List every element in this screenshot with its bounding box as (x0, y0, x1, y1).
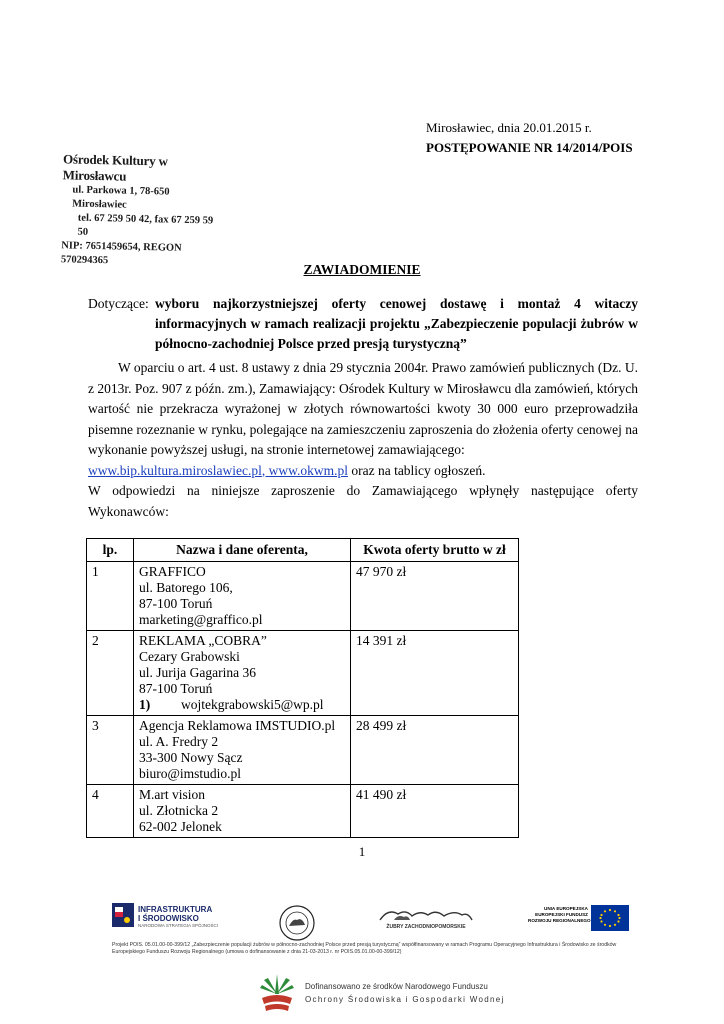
row-lp: 4 (87, 785, 134, 838)
row-offeror (134, 785, 351, 838)
offeror-line: Agencja Reklamowa IMSTUDIO.pl (139, 718, 336, 733)
infrastruktura-title: INFRASTRUKTURA I ŚRODOWISKO (138, 905, 213, 923)
row-offeror (134, 631, 351, 716)
link-separator: , (261, 462, 269, 478)
infrastruktura-subtitle: NARODOWA STRATEGIA SPÓJNOŚCI (138, 923, 219, 928)
row-offeror (134, 716, 351, 785)
eu-flag-icon (591, 905, 629, 931)
paragraph-2: W odpowiedzi na niniejsze zaproszenie do Zamawiającego wpłynęły następujące oferty Wykonawców: (88, 483, 638, 519)
row-lp: 3 (87, 716, 134, 785)
offeror-line: 33-300 Nowy Sącz (139, 750, 243, 765)
offeror-line: 87-100 Toruń (139, 681, 213, 696)
table-row (87, 631, 519, 716)
offeror-line: ul. Batorego 106, (139, 580, 233, 595)
document-header (426, 118, 633, 158)
table-header-row (87, 539, 519, 562)
stamp-line-address: ul. Parkowa 1, 78-650 Mirosławiec (72, 184, 170, 211)
offeror-line: 87-100 Toruń (139, 596, 213, 611)
header-lp: lp. (87, 539, 134, 562)
row-lp: 1 (87, 562, 134, 631)
offeror-line: ul. A. Fredry 2 (139, 734, 219, 749)
nf-line-2: Ochrony Środowiska i Gospodarki Wodnej (305, 995, 505, 1004)
row-amount: 28 499 zł (351, 716, 519, 785)
offeror-line: 62-002 Jelonek (139, 819, 222, 834)
zubry-text: ŻUBRY ZACHODNIOPOMORSKIE (386, 924, 466, 930)
document-title: ZAWIADOMIENIE (303, 262, 421, 277)
offeror-line: marketing@graffico.pl (139, 612, 263, 627)
institution-stamp (61, 151, 225, 270)
stamp-line-name: Ośrodek Kultury w Mirosławcu (62, 151, 168, 184)
offeror-email: wojtekgrabowski5@wp.pl (181, 697, 324, 712)
offeror-line: REKLAMA „COBRA” (139, 633, 267, 648)
row-lp: 2 (87, 631, 134, 716)
table-row (87, 716, 519, 785)
row-amount: 14 391 zł (351, 631, 519, 716)
row-amount: 41 490 zł (351, 785, 519, 838)
offers-table (86, 538, 519, 838)
page-number: 1 (358, 844, 366, 859)
offeror-line: M.art vision (139, 787, 205, 802)
nfosigw-logo-icon (256, 970, 298, 1014)
bison-silhouette-icon (376, 906, 476, 924)
place-date: Mirosławiec, dnia 20.01.2015 r. (426, 120, 592, 135)
subject-block (88, 294, 638, 354)
offeror-line: biuro@imstudio.pl (139, 766, 242, 781)
link-okwm[interactable]: www.okwm.pl (268, 462, 348, 478)
paragraph-1-end: oraz na tablicy ogłoszeń. (347, 462, 486, 478)
offeror-line: ul. Jurija Gagarina 36 (139, 665, 256, 680)
eu-text: UNIA EUROPEJSKA EUROPEJSKI FUNDUSZ ROZWOJU REGIONALNEGO (528, 906, 591, 923)
offeror-line: ul. Złotnicka 2 (139, 803, 219, 818)
proceeding-number: POSTĘPOWANIE NR 14/2014/POIS (426, 140, 633, 155)
offeror-line (139, 697, 345, 713)
table-row (87, 562, 519, 631)
row-amount: 47 970 zł (351, 562, 519, 631)
body-text (88, 358, 638, 522)
nfosigw-text (305, 980, 505, 1006)
eu-logo (528, 905, 628, 933)
stamp-line-ids: NIP: 7651459654, REGON 570294365 (60, 240, 182, 267)
paragraph-1 (88, 358, 638, 481)
nf-line-1: Dofinansowano ze środków Narodowego Funduszu (305, 982, 488, 991)
stamp-line-phone: tel. 67 259 50 42, fax 67 259 59 50 (77, 212, 214, 238)
row-offeror (134, 562, 351, 631)
link-bip[interactable]: www.bip.kultura.miroslawiec.pl (88, 462, 262, 478)
zubry-logo (376, 906, 476, 934)
table-row (87, 785, 519, 838)
list-marker: 1) (139, 697, 151, 712)
project-note: Projekt POIS. 05.01.00-00-399/12 „Zabezpieczenie populacji żubrów w północno-zachodniej Polsce przed presją turystyczną” współfinansowany w ramach Programu Operacyjnego Infrastruktura i Środowisko ze środków Europejskiego Funduszu Rozwoju Regionalnego (umowa o dofinansowanie z dnia 21-03-2013 r. nr POIS.05.01.00-00-399/12) (112, 942, 617, 955)
offeror-line: GRAFFICO (139, 564, 206, 579)
gmina-seal-icon (278, 904, 316, 942)
subject-label: Dotyczące: (88, 296, 149, 311)
infrastruktura-logo (112, 903, 242, 933)
header-amount: Kwota oferty brutto w zł (351, 539, 519, 562)
paragraph-1-text: W oparciu o art. 4 ust. 8 ustawy z dnia 29 stycznia 2004r. Prawo zamówień publicznych (Dz. U. z 2013r. Poz. 907 z późn. zm.), Zamawiający: Ośrodek Kultury w Mirosławcu dla zamówień, których wartość nie przekracza wyrażonej w złotych równowartości kwoty 30 000 euro przeprowadziła pisemne rozeznanie w rynku, polegające na zamieszczeniu zaproszenia do złożenia oferty cenowej na wykonanie powyższej usługi, na stronie internetowej zamawiającego: (88, 360, 638, 457)
subject-text: wyboru najkorzystniejszej oferty cenowej dostawę i montaż 4 witaczy informacyjnych w ramach realizacji projektu „Zabezpieczenie populacji żubrów w północno-zachodniej Polsce przed presją turystyczną” (155, 296, 638, 351)
header-name: Nazwa i dane oferenta, (134, 539, 351, 562)
offeror-line: Cezary Grabowski (139, 649, 240, 664)
pl-flag-icon (112, 903, 134, 927)
